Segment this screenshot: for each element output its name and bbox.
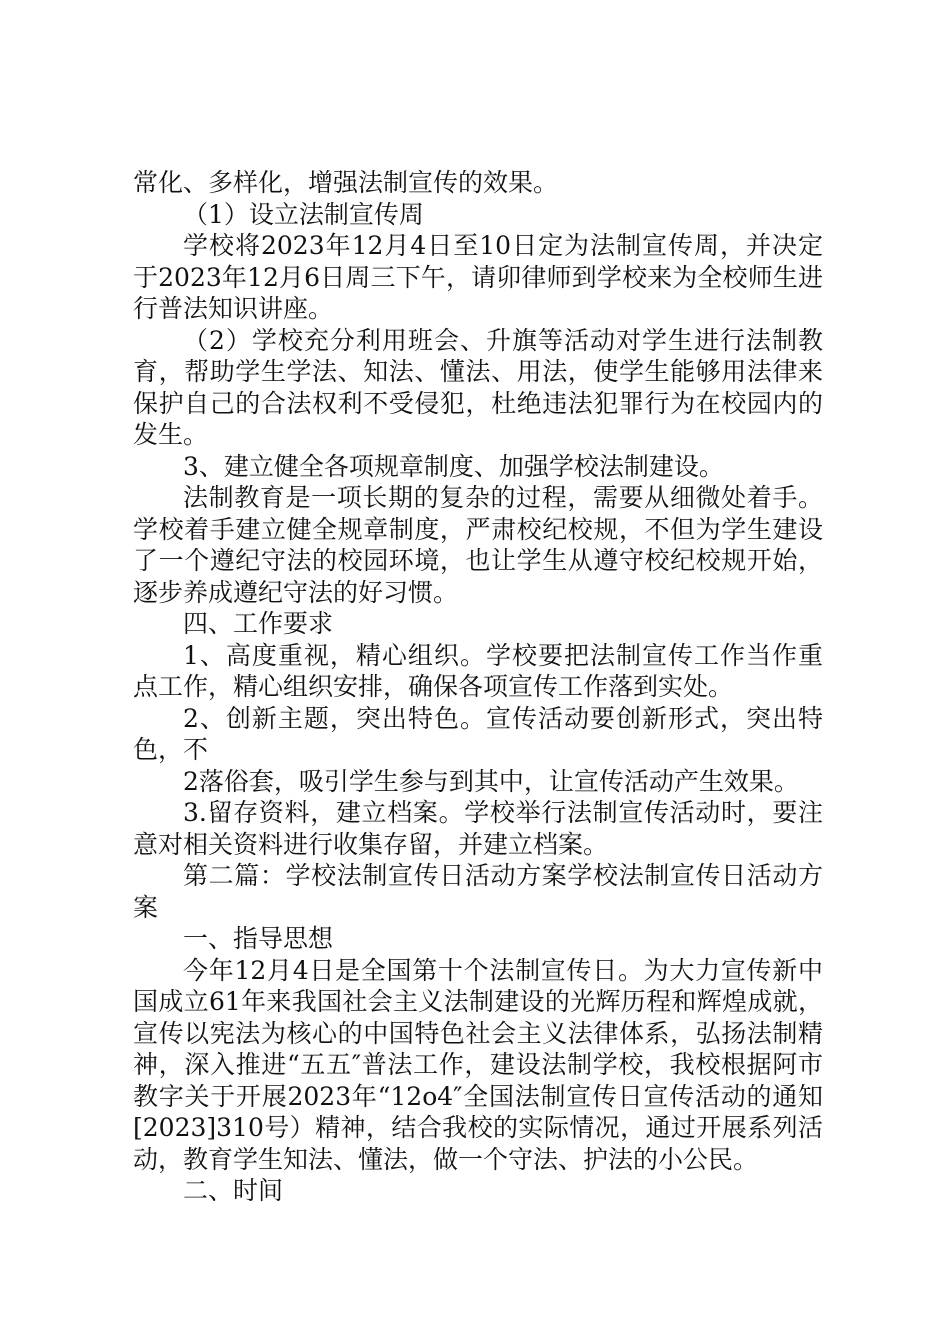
paragraph: 1、高度重视，精心组织。学校要把法制宣传工作当作重点工作，精心组织安排，确保各项宣传工作落到实处。 [133, 640, 823, 701]
paragraph: 3.留存资料，建立档案。学校举行法制宣传活动时，要注意对相关资料进行收集存留，并建立档案。 [133, 798, 823, 859]
paragraph: 2落俗套，吸引学生参与到其中，让宣传活动产生效果。 [183, 766, 799, 796]
chapter-heading: 第二篇：学校法制宣传日活动方案学校法制宣传日活动方案 [133, 861, 823, 922]
paragraph-item-heading: （1）设立法制宣传周 [183, 199, 424, 229]
document-body [133, 167, 823, 1207]
paragraph-item-heading: 3、建立健全各项规章制度、加强学校法制建设。 [183, 451, 724, 481]
section-heading: 一、指导思想 [183, 924, 334, 953]
paragraph: 今年12月4日是全国第十个法制宣传日。为大力宣传新中国成立61年来我国社会主义法制建设的光辉历程和辉煌成就，宣传以宪法为核心的中国特色社会主义法律体系，弘扬法制精神，深入推进“五五″普法工作，建设法制学校，我校根据阿市教字关于开展2023年“12o4″全国法制宣传日宣传活动的通知[2023]310号）精神，结合我校的实际情况，通过开展系列活动，教育学生知法、懂法，做一个守法、护法的小公民。 [133, 955, 823, 1174]
paragraph-continuation: 常化、多样化，增强法制宣传的效果。 [133, 168, 559, 197]
section-heading: 二、时间 [183, 1176, 284, 1205]
paragraph: 学校将2023年12月4日至10日定为法制宣传周，并决定于2023年12月6日周三下午，请卯律师到学校来为全校师生进行普法知识讲座。 [133, 231, 823, 323]
paragraph: 2、创新主题，突出特色。宣传活动要创新形式，突出特色，不 [133, 703, 823, 764]
section-heading: 四、工作要求 [183, 609, 334, 638]
paragraph: 法制教育是一项长期的复杂的过程，需要从细微处着手。学校着手建立健全规章制度，严肃校纪校规，不但为学生建设了一个遵纪守法的校园环境，也让学生从遵守校纪校规开始，逐步养成遵纪守法的好习惯。 [133, 483, 823, 607]
paragraph: （2）学校充分利用班会、升旗等活动对学生进行法制教育，帮助学生学法、知法、懂法、用法，使学生能够用法律来保护自己的合法权利不受侵犯，杜绝违法犯罪行为在校园内的发生。 [133, 325, 823, 449]
